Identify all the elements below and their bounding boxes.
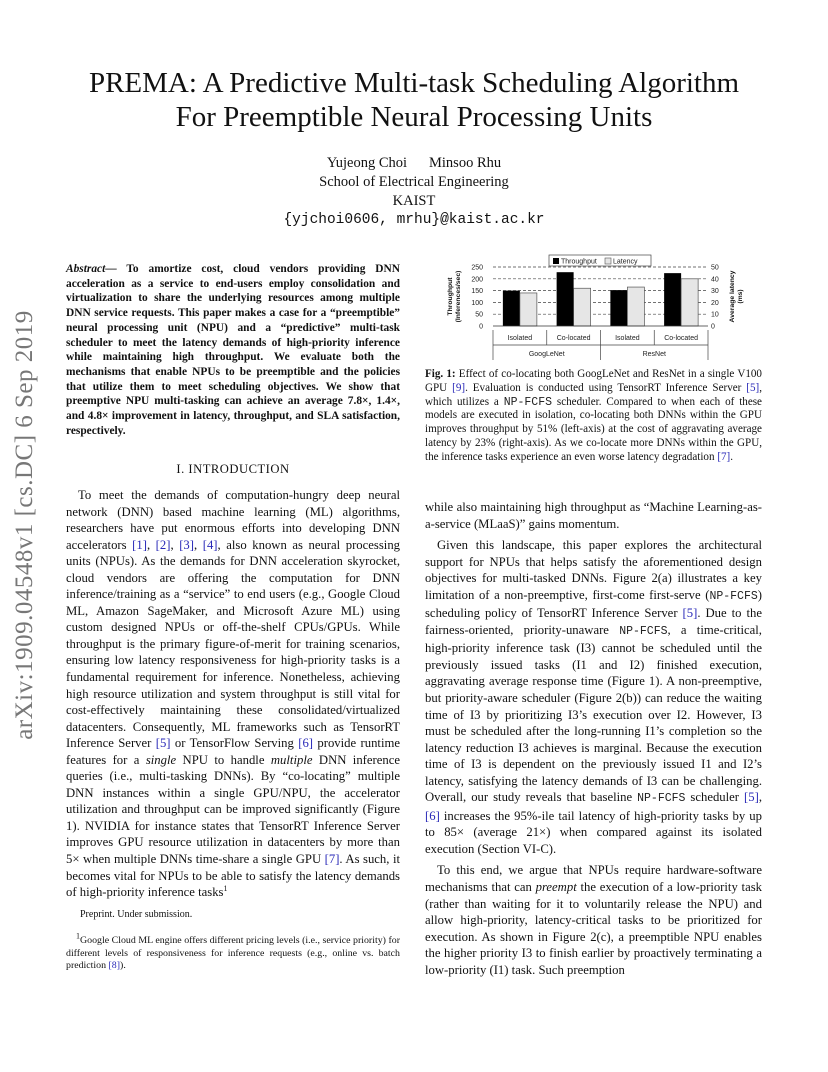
- text-run: Given this landscape, this paper explores the architectural support for NPUs that helps satisfy the aforementioned design objectives for multi-tasked DNNs. Figure 2(a) illustrates a key limitation of a non-preemptive, first-come first-serve (: [425, 538, 762, 602]
- paragraph-continuation: while also maintaining high throughput as “Machine Learning-as-a-service (MLaaS)” gains momentum.: [425, 500, 762, 531]
- legend-label-throughput: Throughput: [561, 258, 597, 266]
- citation-link[interactable]: [4]: [202, 537, 218, 552]
- text-run: , a time-critical, high-priority inference task (I3) cannot be scheduled until the previously issued tasks (I1 and I2) finished execution, aggravating average response time (Figure 1). A non-preemptive, but priority-aware scheduler (Figure 2(b)) can reduce the waiting time of I3 by prioritizing I3’s execution over I2. However, I3 must be scheduled after the long-running I1’s completion so the latency reduction I3 achieves is marginal. Because the execution time of I3 is dependent on the previously issued I1 and I2’s latency, satisfying the latency demands of I3 can be challenging. Overall, our study reveals that baseline: [425, 622, 762, 805]
- emphasis: multiple: [270, 752, 313, 767]
- abstract-text: — To amortize cost, cloud vendors providing DNN acceleration as a service to end-users employ consolidation and virtualization to share the underlying resources among multiple DNN service requests. This paper makes a case for a “preemptible” neural processing unit (NPU) and a “predictive” multi-task scheduler to meet the latency demands of high-priority inference while maintaining high throughput. We evaluate both the mechanisms that enable NPUs to be preemptible and the policies that utilize them to meet scheduling objectives. We show that preemptive NPU multi-tasking can achieve an average 7.8×, 1.4×, and 4.8× improvement in latency, throughput, and SLA satisfaction, respectively.: [66, 263, 400, 437]
- scheduler-name: NP-FCFS: [503, 395, 552, 409]
- citation-link[interactable]: [5]: [746, 381, 760, 394]
- citation-link[interactable]: [3]: [179, 537, 194, 552]
- footnote-mark[interactable]: 1: [223, 883, 228, 893]
- footnote-text-end: ).: [120, 960, 126, 972]
- citation-link[interactable]: [8]: [108, 960, 121, 972]
- category-label: Isolated: [615, 335, 640, 342]
- throughput-bar: [610, 290, 627, 326]
- text-run: . As such, it becomes vital for NPUs to be able to satisfy the latency demands of high-priority inference tasks: [66, 852, 400, 900]
- left-tick-label: 250: [471, 264, 483, 272]
- category-label: Isolated: [507, 335, 533, 342]
- paragraph-landscape: [425, 537, 762, 857]
- left-tick-label: 200: [471, 276, 483, 284]
- text-run: scheduler: [685, 790, 745, 805]
- caption-text: , which utilizes a: [425, 381, 763, 408]
- text-run: or TensorFlow Serving: [170, 736, 299, 751]
- left-tick-label: 100: [471, 299, 483, 307]
- text-run: increases the 95%-ile tail latency of high-priority tasks by up to 85× (average 21×) when compared against its isolated execution (Section VI-C).: [425, 808, 762, 856]
- text-run: NPU to handle: [176, 752, 271, 767]
- author-names: [0, 154, 828, 173]
- citation-link[interactable]: [6]: [425, 808, 440, 823]
- legend-swatch-latency: [605, 258, 611, 264]
- right-tick-label: 30: [711, 288, 719, 296]
- text-run: DNN inference queries (i.e., multi-tasking DNNs). By “co-locating” multiple DNN instances within a single GPU/NPU, the accelerator utilization and throughput can be improved significantly (Figure 1). NVIDIA for instance states that TensorRT Inference Server improves GPU resource utilization in datacenters by more than 5× when multiple DNNs time-share a single GPU: [66, 752, 400, 867]
- citation-link[interactable]: [7]: [717, 450, 731, 463]
- throughput-bar: [503, 291, 520, 326]
- intro-paragraph-left: To meet the demands of computation-hungry deep neural network (DNN) based machine learning (ML) algorithms, researchers have put enormous efforts into developing DNN accelerators [1], [2], [3], [4], also known as neural processing units (NPUs). As the demands for DNN acceleration skyrocket, cloud vendors are offering the computation for DNN inference/training as a “service” to end users (e.g., Google Cloud ML, Amazon SageMaker, and Microsoft Azure ML) using custom designed NPUs or off-the-shelf CPUs/GPUs. While throughput is the primary figure-of-merit for training scenarios, ensuring low latency responsiveness for high-priority tasks is a fundamental requirement for inference. Nonetheless, achieving high resource utilization and system throughput is still vital for cost-effectively maintaining these consolidated/virtualized datacenters. Consequently, ML frameworks such as TensorRT Inference Server [5] or TensorFlow Serving [6] provide runtime features for a single NPU to handle multiple DNN inference queries (i.e., multi-tasking DNNs). By “co-locating” multiple DNN instances within a single GPU/NPU, the accelerator utilization and throughput can be improved significantly (Figure 1). NVIDIA for instance states that TensorRT Inference Server improves GPU resource utilization in datacenters by more than 5× when multiple DNNs time-share a single GPU [7]. As such, it becomes vital for NPUs to be able to satisfy the latency demands of high-priority inference tasks$^1$: [66, 488, 401, 900]
- author-2: Minsoo Rhu: [429, 155, 502, 171]
- left-tick-label: 50: [475, 311, 483, 319]
- intro-right-column: [425, 499, 762, 978]
- text-run: provide runtime features for a: [66, 736, 400, 767]
- figure-1-caption: [425, 368, 762, 465]
- preprint-note: Preprint. Under submission.: [80, 909, 193, 920]
- group-label: GoogLeNet: [528, 351, 565, 358]
- section-heading: I. INTRODUCTION: [176, 462, 290, 476]
- group-label: ResNet: [642, 351, 666, 358]
- right-tick-label: 10: [711, 311, 719, 319]
- title-line-2: For Preemptible Neural Processing Units: [175, 101, 653, 133]
- category-label: Co-located: [664, 335, 699, 342]
- throughput-bar: [664, 273, 681, 326]
- left-axis-title-unit: (Inferences/sec): [455, 270, 462, 323]
- arxiv-stamp-text: arXiv:1909.04548v1 [cs.DC] 6 Sep 2019: [11, 310, 38, 740]
- left-tick-label: 150: [471, 288, 483, 296]
- caption-text: scheduler. Compared to when each of these models are executed in isolation, co-locating both DNNs within the GPU improves throughput by 51% (left-axis) at the cost of aggravating average latency by 23% (right-axis). As we co-locate more DNNs within the GPU, the inference tasks experience an even worse latency degradation: [425, 395, 762, 463]
- text-run: To this end, we argue that NPUs require hardware-software mechanisms that can: [425, 863, 762, 895]
- author-1: Yujeong Choi: [326, 155, 408, 171]
- latency-bar: [681, 279, 698, 326]
- right-tick-label: 20: [711, 299, 719, 307]
- legend-swatch-throughput: [553, 258, 559, 264]
- abstract: [66, 262, 400, 438]
- right-tick-label: 40: [711, 276, 719, 284]
- citation-link[interactable]: [1]: [132, 537, 147, 552]
- footnote-number: 1: [76, 931, 80, 941]
- paragraph-preemption: [425, 862, 762, 978]
- caption-text: .: [730, 450, 734, 463]
- text-run: . Due to the fairness-oriented, priority-unaware: [425, 606, 762, 637]
- arxiv-stamp: [4, 300, 46, 750]
- legend-label-latency: Latency: [613, 258, 638, 266]
- right-tick-label: 50: [711, 264, 719, 272]
- latency-bar: [574, 288, 591, 326]
- paper-title: [60, 66, 768, 134]
- throughput-bar: [557, 272, 574, 326]
- author-block: [0, 154, 828, 230]
- scheduler-name: NP-FCFS: [637, 792, 686, 806]
- latency-bar: [627, 287, 644, 326]
- citation-link[interactable]: [9]: [452, 381, 466, 394]
- right-tick-label: 0: [711, 323, 715, 331]
- institution: KAIST: [392, 193, 436, 209]
- text-run: , also known as neural processing units (NPUs). As the demands for DNN acceleration skyrocket, cloud vendors are offering the computation for DNN inference/training as a “service” to end users (e.g., Google Cloud ML, Amazon SageMaker, and Microsoft Azure ML) using custom designed NPUs or off-the-shelf CPUs/GPUs. While throughput is the primary figure-of-merit for training scenarios, ensuring low latency responsiveness for high-priority tasks is a fundamental requirement for inference. Nonetheless, achieving high resource utilization and system throughput is still vital for cost-effectively maintaining these consolidated/virtualized datacenters. Consequently, ML frameworks such as TensorRT Inference Server: [66, 537, 401, 751]
- latency-bar: [520, 293, 537, 326]
- right-axis-title: Average latency: [729, 270, 736, 323]
- emphasis: preempt: [535, 880, 577, 895]
- scheduler-name: NP-FCFS: [709, 589, 758, 603]
- author-email: {yjchoi0606, mrhu}@kaist.ac.kr: [283, 212, 545, 228]
- citation-link[interactable]: [2]: [155, 537, 171, 552]
- footnote: [66, 931, 400, 973]
- citation-link[interactable]: [6]: [298, 736, 314, 751]
- footnote-text: Google Cloud ML engine offers different pricing levels (i.e., service priority) for different levels of responsiveness for inference requests (e.g., online vs. batch prediction: [66, 935, 400, 972]
- caption-text: . Evaluation is conducted using TensorRT Inference Server: [465, 381, 747, 394]
- caption-label: Fig. 1:: [425, 368, 456, 380]
- text-run: the execution of a low-priority task (rather than waiting for it to voluntarily release the NPU) and allow high-priority, latency-critical tasks to be prioritized for execution. As shown in Figure 2(c), a preemptible NPU enables the higher priority I3 to finish earlier by proactively terminating a low-priority (I1) task. Such preemption: [425, 880, 762, 977]
- abstract-lead: Abstract: [66, 263, 106, 275]
- citation-link[interactable]: [7]: [324, 852, 340, 867]
- citation-link[interactable]: [5]: [155, 736, 171, 751]
- left-axis-title: Throughput: [447, 277, 454, 316]
- citation-link[interactable]: [5]: [682, 606, 698, 621]
- title-line-1: PREMA: A Predictive Multi-task Scheduling Algorithm: [88, 67, 740, 99]
- text-run: To meet the demands of computation-hungry deep neural network (DNN) based machine learning (ML) algorithms, researchers have put enormous efforts into developing DNN accelerators: [66, 488, 400, 552]
- caption-text: Effect of co-locating both GoogLeNet and ResNet in a single V100 GPU: [425, 368, 762, 394]
- text-run: ,: [758, 790, 762, 805]
- figure-1-chart: [425, 253, 762, 363]
- text-run: ) scheduling policy of TensorRT Inference Server: [425, 587, 762, 621]
- left-tick-label: 0: [479, 323, 483, 331]
- category-label: Co-located: [556, 335, 591, 342]
- right-axis-title-unit: (ms): [737, 289, 744, 304]
- affiliation: School of Electrical Engineering: [319, 174, 509, 190]
- scheduler-name: NP-FCFS: [619, 624, 668, 638]
- citation-link[interactable]: [5]: [744, 790, 759, 805]
- emphasis: single: [145, 752, 177, 767]
